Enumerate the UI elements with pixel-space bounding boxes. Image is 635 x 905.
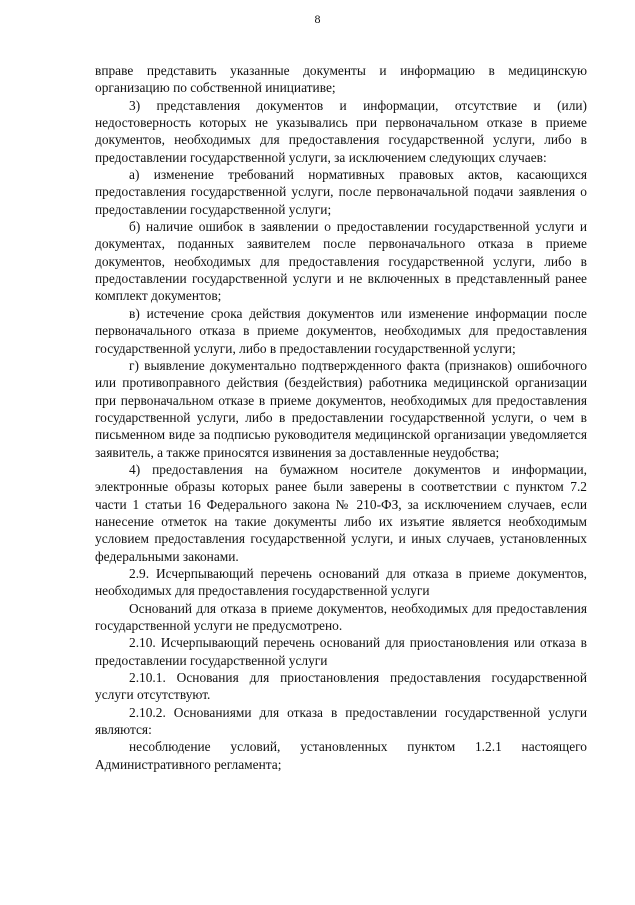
paragraph-2-9-body: Оснований для отказа в приеме документов, необходимых для предоставления государственной услуги не предусмотрено. xyxy=(95,600,587,633)
page-number: 8 xyxy=(314,12,321,26)
paragraph-2-10-2: 2.10.2. Основаниями для отказа в предоставлении государственной услуги являются: xyxy=(95,704,587,738)
paragraph-2-10-2-condition: несоблюдение условий, установленных пунктом 1.2.1 настоящего Административного регламента; xyxy=(95,739,587,772)
paragraph-item-4: 4) предоставления на бумажном носителе документов и информации, электронные образы которых ранее были заверены в соответствии с пунктом 7.2 части 1 статьи 16 Федерального закона № 210-ФЗ, за исключением случаев, если нанесение отметок на такие документы либо их изъятие является необходимым условием предоставления государственной услуги, и иных случаев, установленных федеральными законами. xyxy=(95,461,587,564)
section-heading-2-9: 2.9. Исчерпывающий перечень оснований для отказа в приеме документов, необходимых для предоставления государственной услуги xyxy=(95,565,587,599)
paragraph-subitem-b: б) наличие ошибок в заявлении о предоставлении государственной услуги и документах, поданных заявителем после первоначального отказа в приеме документов, необходимых для предоставления государственной услуги, либо в предоставлении государственной услуги и не включенных в представленный ранее комплект документов; xyxy=(95,219,587,304)
paragraph-subitem-g: г) выявление документально подтвержденного факта (признаков) ошибочного или противоправного действия (бездействия) работника медицинской организации при первоначальном отказе в приеме документов, необходимых для предоставления государственной услуги, либо в предоставлении государственной услуги, о чем в письменном виде за подписью руководителя медицинской организации уведомляется заявитель, а также приносятся извинения за доставленные неудобства; xyxy=(95,357,587,460)
document-body xyxy=(95,62,587,773)
paragraph-continuation: вправе представить указанные документы и информацию в медицинскую организацию по собственной инициативе; xyxy=(95,63,587,96)
paragraph-subitem-a: а) изменение требований нормативных правовых актов, касающихся предоставления государственной услуги, после первоначальной подачи заявления о предоставлении государственной услуги; xyxy=(95,167,587,217)
paragraph-item-3: 3) представления документов и информации, отсутствие и (или) недостоверность которых не указывались при первоначальном отказе в приеме документов, необходимых для предоставления государственной услуги, либо в предоставлении государственной услуги, за исключением следующих случаев: xyxy=(95,97,587,165)
paragraph-2-10-1: 2.10.1. Основания для приостановления предоставления государственной услуги отсутствуют. xyxy=(95,670,587,703)
section-heading-2-10: 2.10. Исчерпывающий перечень оснований для приостановления или отказа в предоставлении государственной услуги xyxy=(95,635,587,668)
paragraph-subitem-v: в) истечение срока действия документов или изменение информации после первоначального отказа в приеме документов, необходимых для предоставления государственной услуги, либо в предоставлении государственной услуги; xyxy=(95,305,587,356)
